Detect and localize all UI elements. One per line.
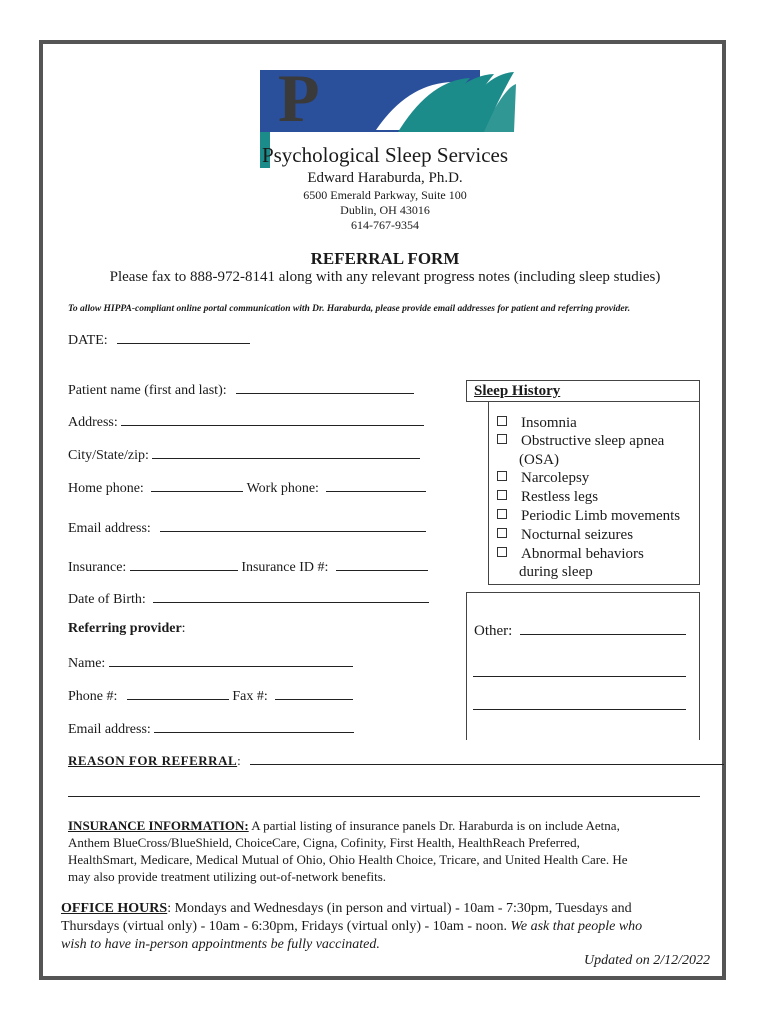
- sleep-item-label: Narcolepsy: [521, 470, 590, 486]
- insurance-label: Insurance:: [68, 560, 127, 575]
- insurance-info: [68, 817, 628, 885]
- referring-name-line[interactable]: [109, 653, 353, 667]
- sleep-item-insomnia[interactable]: [497, 415, 577, 432]
- referring-phone-label: Phone #:: [68, 689, 118, 704]
- checkbox[interactable]: [497, 471, 507, 481]
- logo-letter: P: [278, 60, 320, 136]
- sleep-item-plm[interactable]: [497, 508, 680, 525]
- sleep-item-behaviors-cont: [519, 564, 593, 581]
- practice-city: Dublin, OH 43016: [340, 203, 430, 217]
- referring-provider-heading: [68, 621, 186, 637]
- sleep-item-label: Abnormal behaviors: [521, 546, 644, 562]
- referring-phone-field[interactable]: [68, 686, 353, 705]
- practice-phone: 614-767-9354: [351, 218, 419, 232]
- city-line[interactable]: [152, 445, 420, 459]
- city-label: City/State/zip:: [68, 448, 149, 463]
- referring-name-label: Name:: [68, 656, 106, 671]
- referring-provider-label: Referring provider: [68, 621, 182, 636]
- checkbox[interactable]: [497, 528, 507, 538]
- email-line[interactable]: [160, 518, 426, 532]
- address-field[interactable]: [68, 412, 424, 431]
- sleep-item-label: Restless legs: [521, 489, 599, 505]
- referring-email-label: Email address:: [68, 722, 151, 737]
- office-hours-vaccine-note-cont: wish to have in-person appointments be fully vaccinated.: [61, 937, 380, 952]
- insurance-info-line: Anthem BlueCross/BlueShield, ChoiceCare, Cigna, Cofinity, First Health, HealthReach Preferred,: [68, 835, 580, 850]
- address-line[interactable]: [121, 412, 424, 426]
- practice-name: Psychological Sleep Services: [261, 143, 509, 167]
- patient-name-field[interactable]: [68, 380, 414, 399]
- reason-label: REASON FOR REFERRAL: [68, 753, 238, 768]
- patient-name-line[interactable]: [236, 380, 414, 394]
- phone-field[interactable]: [68, 478, 426, 497]
- office-hours-label: OFFICE HOURS: [61, 901, 168, 916]
- reason-colon: :: [237, 753, 241, 768]
- practice-address: 6500 Emerald Parkway, Suite 100: [303, 188, 467, 202]
- referring-email-line[interactable]: [154, 719, 354, 733]
- insurance-id-line[interactable]: [336, 557, 428, 571]
- dob-field[interactable]: [68, 589, 429, 608]
- form-title: REFERRAL FORM: [310, 249, 460, 268]
- other-label: Other:: [474, 623, 513, 639]
- insurance-info-text: A partial listing of insurance panels Dr. Haraburda is on include Aetna,: [248, 818, 620, 833]
- insurance-id-label: Insurance ID #:: [241, 560, 329, 575]
- dob-label: Date of Birth:: [68, 592, 146, 607]
- office-hours-line: [61, 918, 642, 936]
- home-phone-label: Home phone:: [68, 481, 144, 496]
- checkbox[interactable]: [497, 490, 507, 500]
- checkbox[interactable]: [497, 509, 507, 519]
- date-field[interactable]: [68, 330, 250, 349]
- work-phone-line[interactable]: [326, 478, 426, 492]
- sleep-item-narcolepsy[interactable]: [497, 470, 589, 487]
- referring-fax-label: Fax #:: [232, 689, 268, 704]
- sleep-item-seizures[interactable]: [497, 527, 633, 544]
- sleep-item-restless-legs[interactable]: [497, 489, 598, 506]
- insurance-info-line: [68, 817, 628, 834]
- office-hours-vaccine-note: We ask that people who: [510, 919, 643, 934]
- date-label: DATE:: [68, 333, 108, 348]
- checkbox[interactable]: [497, 434, 507, 444]
- referring-provider-colon: :: [181, 621, 186, 636]
- office-hours-text: Thursdays (virtual only) - 10am - 6:30pm, Fridays (virtual only) - 10am - noon.: [61, 919, 511, 934]
- other-line-3[interactable]: [473, 709, 686, 710]
- reason-line-1[interactable]: [250, 751, 724, 765]
- other-field[interactable]: [474, 621, 686, 640]
- sleep-history-header: [466, 380, 700, 402]
- reason-field[interactable]: [68, 751, 724, 769]
- hippa-note: To allow HIPPA-compliant online portal communication with Dr. Haraburda, please provide email addresses for patient and referring provider.: [68, 304, 631, 314]
- email-label: Email address:: [68, 521, 151, 536]
- patient-name-label: Patient name (first and last):: [68, 383, 227, 398]
- other-box: [466, 592, 700, 740]
- sleep-item-label: (OSA): [519, 452, 559, 468]
- sleep-item-osa-cont: [519, 452, 559, 469]
- referring-phone-line[interactable]: [127, 686, 229, 700]
- address-label: Address:: [68, 415, 118, 430]
- sleep-item-osa[interactable]: [497, 433, 664, 450]
- referring-fax-line[interactable]: [275, 686, 353, 700]
- insurance-line[interactable]: [130, 557, 238, 571]
- insurance-info-line: may also provide treatment utilizing out-of-network benefits.: [68, 869, 387, 884]
- sleep-item-label: Obstructive sleep apnea: [521, 433, 665, 449]
- sleep-history-title: Sleep History: [474, 383, 561, 399]
- sleep-item-label: Nocturnal seizures: [521, 527, 634, 543]
- checkbox[interactable]: [497, 416, 507, 426]
- office-hours-line: [61, 900, 642, 918]
- date-line[interactable]: [117, 330, 250, 344]
- referring-name-field[interactable]: [68, 653, 353, 672]
- office-hours-text: : Mondays and Wednesdays (in person and virtual) - 10am - 7:30pm, Tuesdays and: [167, 901, 632, 916]
- checkbox[interactable]: [497, 547, 507, 557]
- dob-line[interactable]: [153, 589, 429, 603]
- insurance-info-line: HealthSmart, Medicare, Medical Mutual of Ohio, Ohio Health Choice, Tricare, and United Health Care. He: [68, 852, 628, 867]
- sleep-item-label: during sleep: [519, 564, 593, 580]
- sleep-item-behaviors[interactable]: [497, 546, 644, 563]
- reason-line-2[interactable]: [68, 796, 700, 797]
- sleep-item-label: Periodic Limb movements: [521, 508, 681, 524]
- other-line-2[interactable]: [473, 676, 686, 677]
- work-phone-label: Work phone:: [246, 481, 319, 496]
- insurance-field[interactable]: [68, 557, 428, 576]
- referring-email-field[interactable]: [68, 719, 354, 738]
- updated-date: Updated on 2/12/2022: [584, 953, 710, 968]
- doctor-name: Edward Haraburda, Ph.D.: [307, 170, 463, 186]
- insurance-info-label: INSURANCE INFORMATION:: [68, 818, 249, 833]
- home-phone-line[interactable]: [151, 478, 243, 492]
- sleep-item-label: Insomnia: [521, 415, 577, 431]
- other-line-1[interactable]: [520, 621, 686, 635]
- fax-note: Please fax to 888-972-8141 along with any relevant progress notes (including sleep studies): [109, 269, 661, 285]
- city-field[interactable]: [68, 445, 420, 464]
- email-field[interactable]: [68, 518, 426, 537]
- office-hours: [61, 900, 642, 954]
